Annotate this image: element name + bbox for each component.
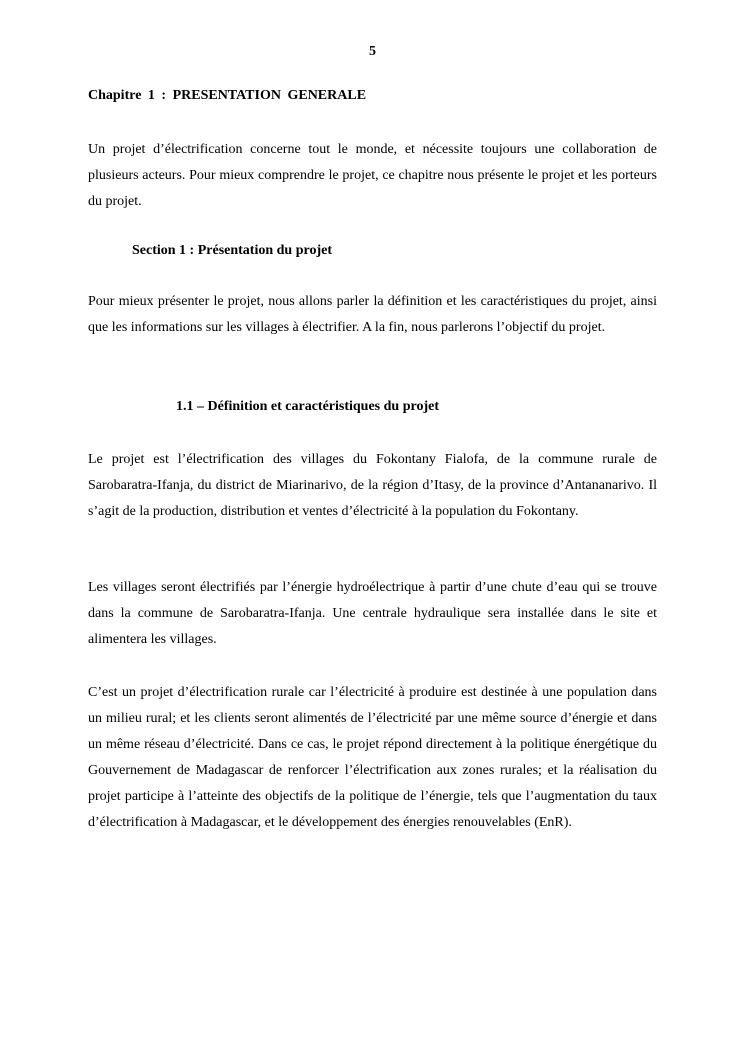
chapter-intro-paragraph: Un projet d’électrification concerne tout le monde, et nécessite toujours une collaboration de plusieurs acteurs. Pour mieux comprendre le projet, ce chapitre nous présente le projet et les porteurs du projet.	[88, 142, 657, 209]
body-paragraph: C’est un projet d’électrification rurale car l’électricité à produire est destinée à une population dans un milieu rural; et les clients seront alimentés de l’électricité par une même source d’énergie et dans un même réseau d’électricité. Dans ce cas, le projet répond directement à la politique énergétique du Gouvernement de Madagascar de renforcer l’électrification aux zones rurales; et la réalisation du projet participe à l’atteinte des objectifs de la politique de l’énergie, tels que l’augmentation du taux d’électrification à Madagascar, et le développement des énergies renouvelables (EnR).	[88, 685, 657, 830]
section-intro-paragraph: Pour mieux présenter le projet, nous allons parler la définition et les caractéristiques du projet, ainsi que les informations sur les villages à électrifier. A la fin, nous parlerons l’objectif du projet.	[88, 294, 657, 335]
subsection-heading: 1.1 – Définition et caractéristiques du projet	[176, 399, 439, 414]
page-number: 5	[369, 44, 376, 59]
section-heading: Section 1 : Présentation du projet	[132, 243, 332, 258]
body-paragraph: Les villages seront électrifiés par l’énergie hydroélectrique à partir d’une chute d’eau qui se trouve dans la commune de Sarobaratra-Ifanja. Une centrale hydraulique sera installée dans le site et alimentera les villages.	[88, 580, 657, 647]
chapter-heading: Chapitre 1 : PRESENTATION GENERALE	[88, 88, 367, 103]
body-paragraph: Le projet est l’électrification des villages du Fokontany Fialofa, de la commune rurale de Sarobaratra-Ifanja, du district de Miarinarivo, de la région d’Itasy, de la province d’Antananarivo. Il s’agit de la production, distribution et ventes d’électricité à la population du Fokontany.	[88, 452, 657, 519]
